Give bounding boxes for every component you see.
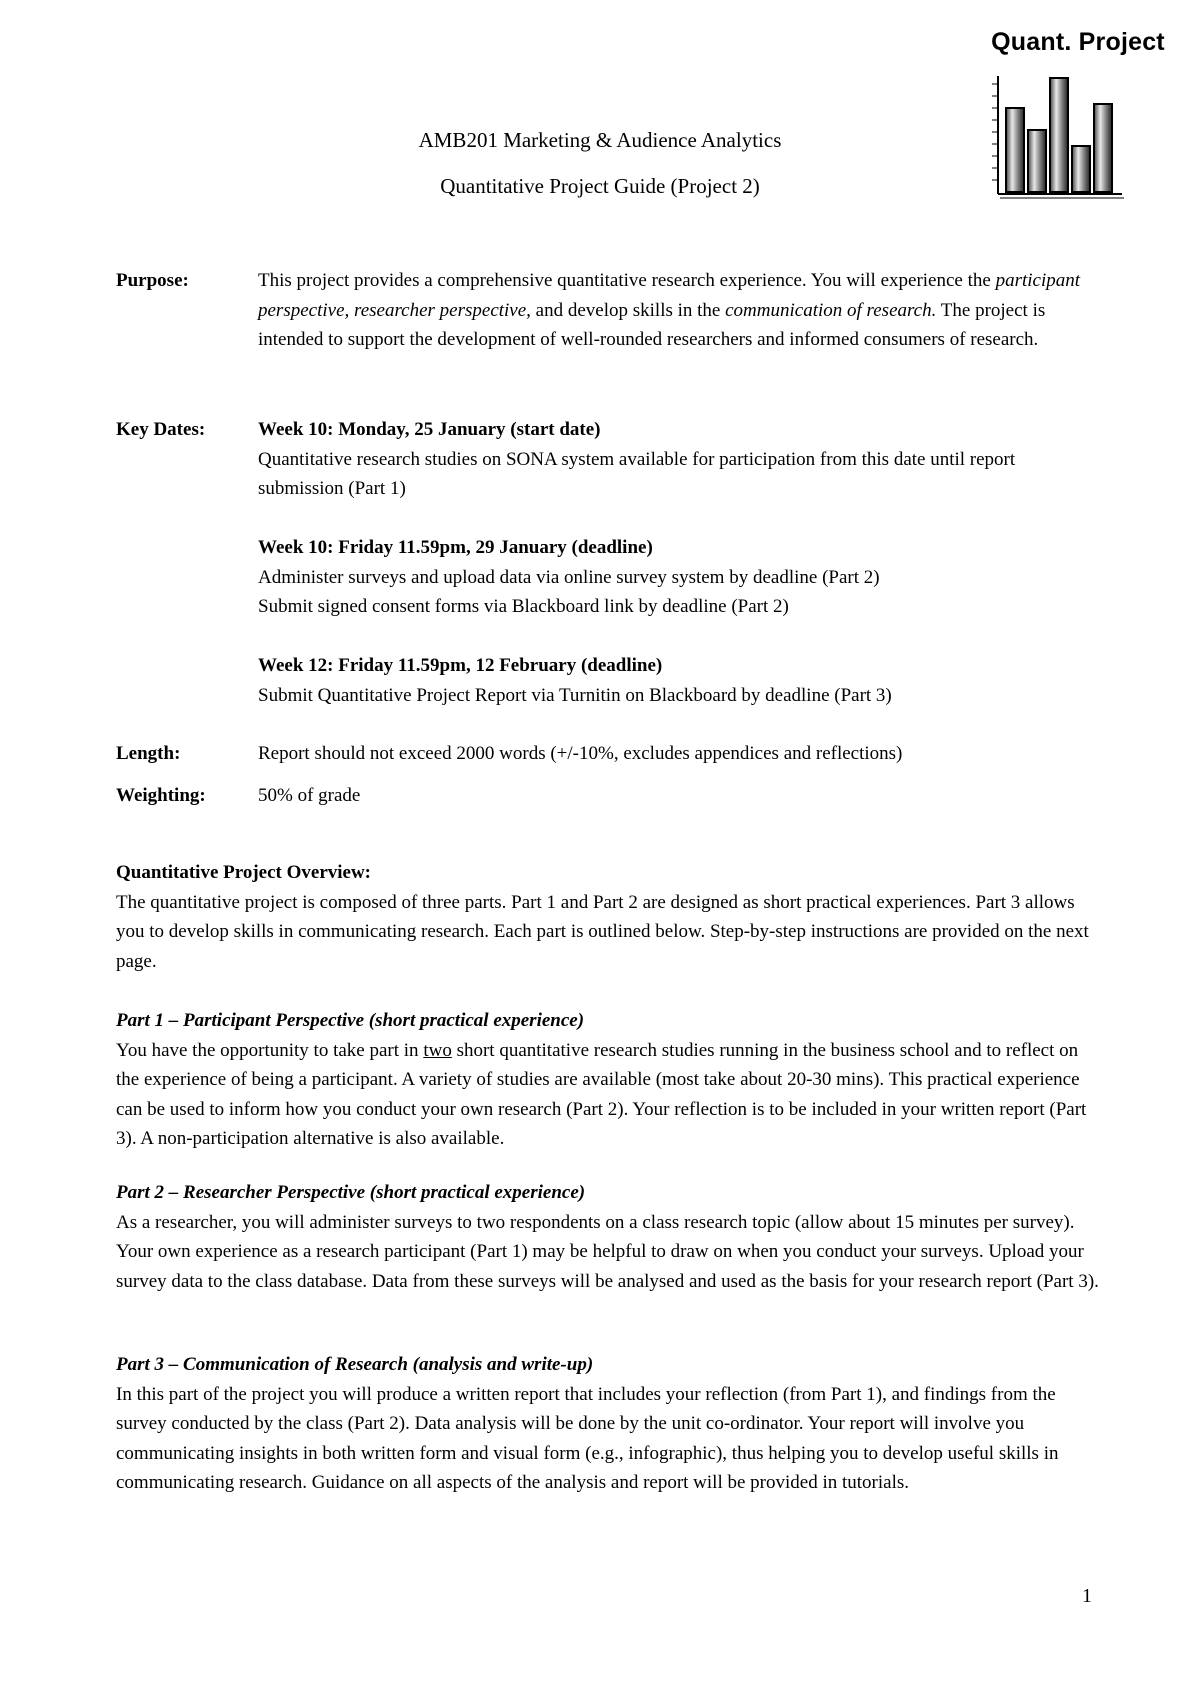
weighting-value: 50% of grade: [258, 785, 361, 806]
key-date-1-line-1: Quantitative research studies on SONA system available for participation from this date until report submission (Part 1): [258, 448, 1016, 499]
key-date-3: [258, 651, 1098, 710]
part-1-section: [116, 1006, 1106, 1154]
part-3-section: [116, 1350, 1106, 1498]
logo-title: Quant. Project: [991, 28, 1165, 56]
key-date-3-heading: Week 12: Friday 11.59pm, 12 February (deadline): [258, 655, 663, 676]
key-date-1: [258, 415, 1098, 504]
part-2-text: As a researcher, you will administer surveys to two respondents on a class research topic (allow about 15 minutes per survey). Your own experience as a research participant (Part 1) may be helpful to draw on when you conduct your surveys. Upload your survey data to the class database. Data from these surveys will be analysed and used as the basis for your research report (Part 3).: [116, 1211, 1099, 1292]
key-date-3-line-1: Submit Quantitative Project Report via Turnitin on Blackboard by deadline (Part 3): [258, 684, 892, 706]
purpose-label: Purpose:: [116, 270, 189, 291]
key-date-2-heading: Week 10: Friday 11.59pm, 29 January (deadline): [258, 537, 653, 558]
purpose-text: This project provides a comprehensive quantitative research experience. You will experience the participant perspective, researcher perspective, and develop skills in the communication of research. The project is intended to support the development of well-rounded researchers and informed consumers of research.: [258, 270, 1081, 350]
overview-text: The quantitative project is composed of three parts. Part 1 and Part 2 are designed as short practical experiences. Part 3 allows you to develop skills in communicating research. Each part is outlined below. Step-by-step instructions are provided on the next page.: [116, 891, 1089, 972]
key-dates-label: Key Dates:: [116, 419, 206, 440]
weighting-label: Weighting:: [116, 785, 206, 806]
guide-title: Quantitative Project Guide (Project 2): [440, 174, 760, 198]
length-label: Length:: [116, 743, 181, 764]
part-3-heading: Part 3 – Communication of Research (analysis and write-up): [116, 1354, 594, 1375]
part-3-text: In this part of the project you will produce a written report that includes your reflection (from Part 1), and findings from the survey conducted by the class (Part 2). Data analysis will be done by the unit co-ordinator. Your report will involve you communicating insights in both written form and visual form (e.g., infographic), thus helping you to develop useful skills in communicating research. Guidance on all aspects of the analysis and report will be provided in tutorials.: [116, 1383, 1059, 1493]
overview-section: [116, 858, 1106, 976]
page-number: 1: [1082, 1585, 1092, 1607]
part-1-heading: Part 1 – Participant Perspective (short practical experience): [116, 1010, 585, 1031]
length-value: Report should not exceed 2000 words (+/-10%, excludes appendices and reflections): [258, 743, 903, 764]
course-title: AMB201 Marketing & Audience Analytics: [418, 128, 782, 152]
key-date-1-heading: Week 10: Monday, 25 January (start date): [258, 419, 601, 440]
key-date-2-line-2: Submit signed consent forms via Blackboard link by deadline (Part 2): [258, 596, 789, 617]
overview-heading: Quantitative Project Overview:: [116, 862, 372, 883]
part-2-heading: Part 2 – Researcher Perspective (short practical experience): [116, 1182, 586, 1203]
part-1-text: You have the opportunity to take part in two short quantitative research studies running in the business school and to reflect on the experience of being a participant. A variety of studies are available (most take about 20-30 mins). This practical experience can be used to inform how you conduct your own research (Part 2). Your reflection is to be included in your written report (Part 3). A non-participation alternative is also available.: [116, 1039, 1087, 1149]
key-date-2-line-1: Administer surveys and upload data via online survey system by deadline (Part 2): [258, 566, 880, 588]
key-date-2: [258, 533, 1098, 622]
part-2-section: [116, 1178, 1106, 1296]
